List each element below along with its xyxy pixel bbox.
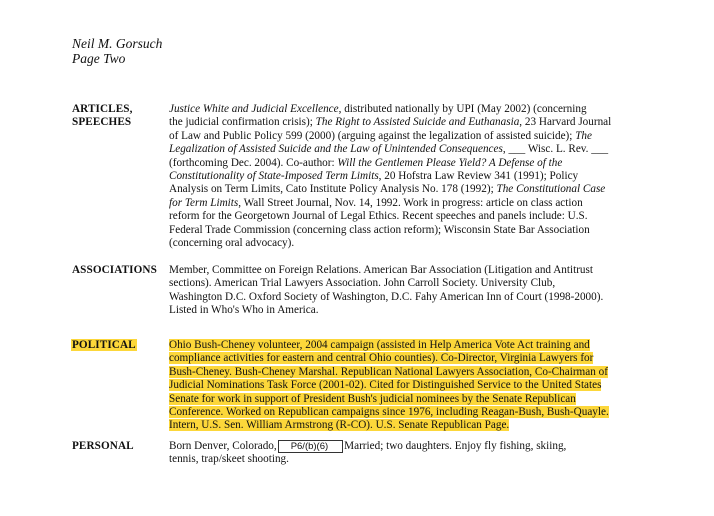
text-run: Analysis on Term Limits, Cato Institute Policy Analysis No. 178 (1992); bbox=[169, 183, 497, 196]
highlighted-text: Intern, U.S. Sen. William Armstrong (R-CO). U.S. Senate Republican Page. bbox=[169, 419, 510, 432]
text-line bbox=[169, 419, 629, 432]
text-line bbox=[169, 393, 629, 406]
text-run: , Wall Street Journal, Nov. 14, 1992. Work in progress: article on class action bbox=[238, 196, 583, 209]
section-label-political bbox=[72, 339, 168, 352]
text-line bbox=[169, 440, 629, 453]
header-page: Page Two bbox=[72, 51, 126, 66]
text-line bbox=[169, 366, 629, 379]
text-run: Federal Trade Commission (concerning class action reform); Wisconsin State Bar Association bbox=[169, 223, 590, 236]
text-line bbox=[169, 406, 629, 419]
header-name: Neil M. Gorsuch bbox=[72, 36, 163, 51]
text-line bbox=[169, 143, 629, 156]
political-body bbox=[169, 339, 629, 433]
text-line bbox=[169, 224, 629, 237]
text-line bbox=[169, 130, 629, 143]
text-line bbox=[169, 197, 629, 210]
highlighted-text: Senate for work in support of President Bush's judicial nominees by the Senate Republican bbox=[169, 392, 576, 405]
highlighted-text: Ohio Bush-Cheney volunteer, 2004 campaign (assisted in Help America Vote Act training and bbox=[169, 339, 590, 351]
text-line bbox=[169, 379, 629, 392]
highlighted-text: Judicial Nominations Task Force (2001-02). Cited for Distinguished Service to the United States bbox=[169, 379, 602, 392]
italic-title: Will the Gentlemen Please Yield? A Defense of the bbox=[337, 156, 563, 169]
text-line: Listed in Who's Who in America. bbox=[169, 304, 319, 317]
page-header bbox=[72, 36, 162, 66]
text-run: , 20 Hofstra Law Review 341 (1991); Policy bbox=[378, 170, 579, 183]
italic-title: Legalization of Assisted Suicide and the Law of Unintended Consequences bbox=[169, 143, 503, 156]
articles-body bbox=[169, 103, 629, 250]
section-label-articles bbox=[72, 103, 168, 130]
associations-body bbox=[169, 264, 629, 318]
label-speeches: SPEECHES bbox=[72, 116, 132, 129]
text-run: (concerning oral advocacy). bbox=[169, 237, 295, 250]
text-run: reform for the Georgetown Journal of Legal Ethics. Recent speeches and panels include: U.S. bbox=[169, 210, 588, 223]
label-articles: ARTICLES, bbox=[72, 103, 133, 115]
italic-title: Constitutionality of State-Imposed Term Limits bbox=[169, 170, 379, 183]
highlighted-text: compliance activities for eastern and central Ohio counties). Co-Director, Virginia Lawyers for bbox=[169, 352, 594, 365]
text-run: (forthcoming Dec. 2004). Co-author: bbox=[169, 156, 338, 169]
text-run: , ___ Wisc. L. Rev. ___ bbox=[502, 143, 609, 156]
text-run: , 23 Harvard Journal bbox=[519, 116, 612, 129]
italic-title: The bbox=[575, 129, 592, 142]
text-line bbox=[169, 339, 629, 352]
italic-title: Justice White and Judicial Excellence bbox=[169, 103, 339, 115]
text-line bbox=[169, 170, 629, 183]
text-run: , distributed nationally by UPI (May 2002) (concerning bbox=[338, 103, 587, 115]
personal-body bbox=[169, 440, 629, 467]
text-run: of Law and Public Policy 599 (2000) (arguing against the legalization of assisted suicide); bbox=[169, 129, 576, 142]
text-line bbox=[169, 183, 629, 196]
text-line: tennis, trap/skeet shooting. bbox=[169, 453, 289, 466]
text-line: Washington D.C. Oxford Society of Washington, D.C. Fahy American Inn of Court (1998-2000). bbox=[169, 290, 604, 303]
born-text: Born Denver, Colorado, bbox=[169, 440, 277, 452]
text-run: the judicial confirmation crisis); bbox=[169, 116, 316, 129]
italic-title: The Right to Assisted Suicide and Euthanasia bbox=[315, 116, 520, 129]
section-label-associations: ASSOCIATIONS bbox=[72, 264, 157, 276]
text-line bbox=[169, 116, 629, 129]
highlighted-text: Conference. Worked on Republican campaigns since 1976, including Reagan-Bush, Bush-Quayle. bbox=[169, 406, 609, 419]
family-text: Married; two daughters. Enjoy fly fishing, skiing, bbox=[344, 440, 567, 452]
text-line bbox=[169, 237, 629, 250]
text-line bbox=[169, 103, 629, 116]
text-line bbox=[169, 210, 629, 223]
political-label-highlight: POLITICAL bbox=[72, 339, 136, 351]
highlighted-text: Bush-Cheney. Bush-Cheney Marshal. Republican National Lawyers Association, Co-Chairman of bbox=[169, 365, 608, 378]
text-line bbox=[169, 157, 629, 170]
italic-title: The Constitutional Case bbox=[496, 183, 606, 196]
text-line: sections). American Trial Lawyers Association. John Carroll Society. University Club, bbox=[169, 277, 556, 290]
section-label-personal: PERSONAL bbox=[72, 440, 134, 452]
redaction-box: P6/(b)(6) bbox=[278, 440, 343, 453]
text-line bbox=[169, 352, 629, 365]
italic-title: for Term Limits bbox=[169, 196, 239, 209]
text-line: Member, Committee on Foreign Relations. American Bar Association (Litigation and Antitrust bbox=[169, 264, 593, 276]
